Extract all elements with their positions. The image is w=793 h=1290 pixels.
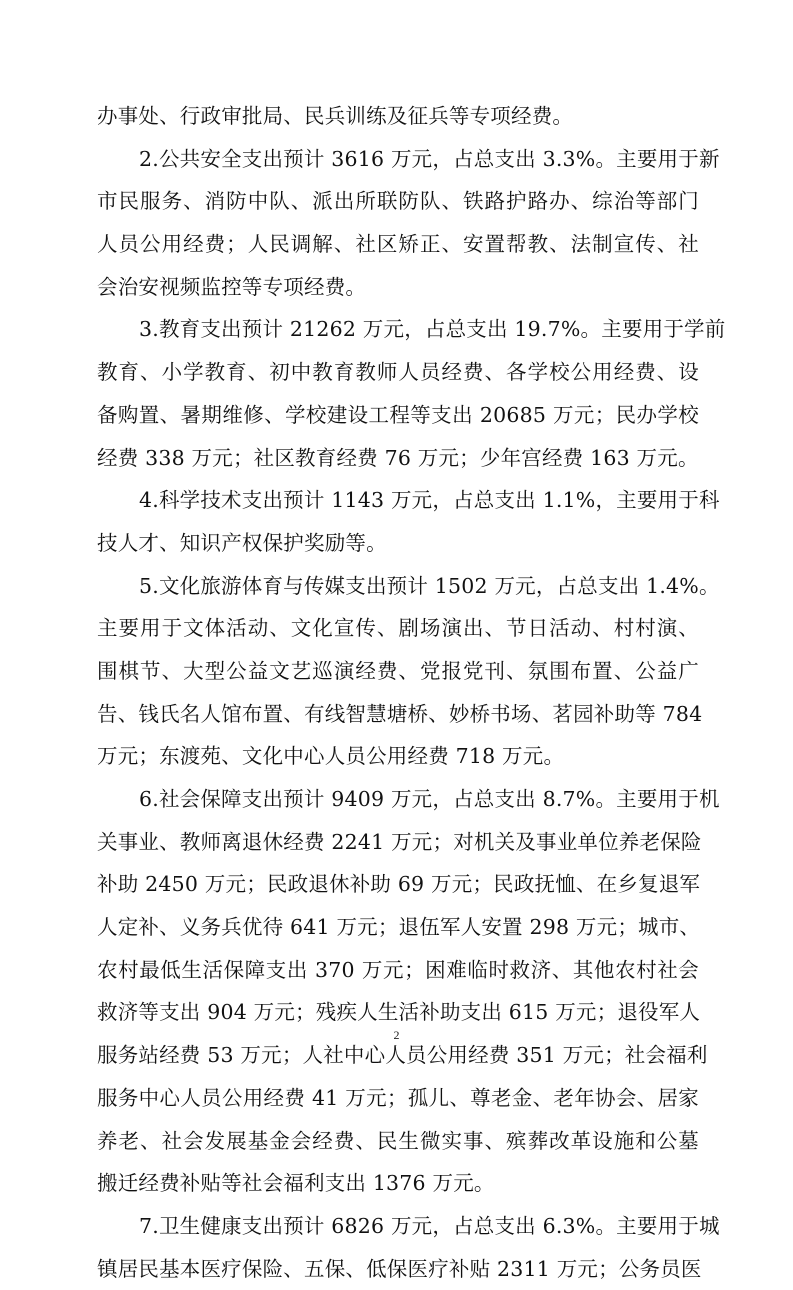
text-line: 市民服务、消防中队、派出所联防队、铁路护路办、综治等部门 <box>97 189 699 214</box>
text-line: 经费 338 万元；社区教育经费 76 万元；少年宫经费 163 万元。 <box>97 445 699 470</box>
text-line: 服务中心人员公用经费 41 万元；孤儿、尊老金、老年协会、居家 <box>97 1085 699 1110</box>
text-line: 人定补、义务兵优待 641 万元；退伍军人安置 298 万元；城市、 <box>97 915 701 940</box>
text-line: 办事处、行政审批局、民兵训练及征兵等专项经费。 <box>97 104 574 128</box>
text-line: 镇居民基本医疗保险、五保、低保医疗补贴 2311 万元；公务员医 <box>97 1256 702 1281</box>
text-line: 救济等支出 904 万元；残疾人生活补助支出 615 万元；退役军人 <box>97 1000 701 1025</box>
text-line: 备购置、暑期维修、学校建设工程等支出 20685 万元；民办学校 <box>97 402 699 427</box>
text-line: 7.卫生健康支出预计 6826 万元，占总支出 6.3%。主要用于城 <box>139 1213 720 1238</box>
text-line: 补助 2450 万元；民政退休补助 69 万元；民政抚恤、在乡复退军 <box>97 872 701 897</box>
text-line: 6.社会保障支出预计 9409 万元，占总支出 8.7%。主要用于机 <box>139 787 720 811</box>
text-line: 关事业、教师离退休经费 2241 万元；对机关及事业单位养老保险 <box>97 829 702 854</box>
text-line: 教育、小学教育、初中教育教师人员经费、各学校公用经费、设 <box>97 360 699 385</box>
text-line: 万元；东渡苑、文化中心人员公用经费 718 万元。 <box>97 744 565 769</box>
text-line: 3.教育支出预计 21262 万元，占总支出 19.7%。主要用于学前 <box>139 317 726 342</box>
body-text <box>97 95 726 1290</box>
text-line: 围棋节、大型公益文艺巡演经费、党报党刊、氛围布置、公益广 <box>97 658 699 683</box>
text-line: 主要用于文体活动、文化宣传、剧场演出、节日活动、村村演、 <box>97 616 699 641</box>
text-line: 4.科学技术支出预计 1143 万元，占总支出 1.1%，主要用于科 <box>139 488 720 513</box>
page-number: 2 <box>393 1028 400 1042</box>
text-line: 农村最低生活保障支出 370 万元；困难临时救济、其他农村社会 <box>97 957 699 982</box>
text-line: 会治安视频监控等专项经费。 <box>97 274 367 299</box>
text-line: 服务站经费 53 万元；人社中心人员公用经费 351 万元；社会福利 <box>97 1043 708 1068</box>
text-line: 5.文化旅游体育与传媒支出预计 1502 万元，占总支出 1.4%。 <box>139 573 720 598</box>
text-line: 2.公共安全支出预计 3616 万元，占总支出 3.3%。主要用于新 <box>139 146 720 171</box>
text-line: 告、钱氏名人馆布置、有线智慧塘桥、妙桥书场、茗园补助等 784 <box>97 701 703 726</box>
text-line: 养老、社会发展基金会经费、民生微实事、殡葬改革设施和公墓 <box>97 1128 699 1153</box>
text-line: 人员公用经费；人民调解、社区矫正、安置帮教、法制宣传、社 <box>97 232 699 257</box>
text-line: 搬迁经费补贴等社会福利支出 1376 万元。 <box>97 1171 495 1196</box>
text-line: 技人才、知识产权保护奖励等。 <box>97 530 387 555</box>
